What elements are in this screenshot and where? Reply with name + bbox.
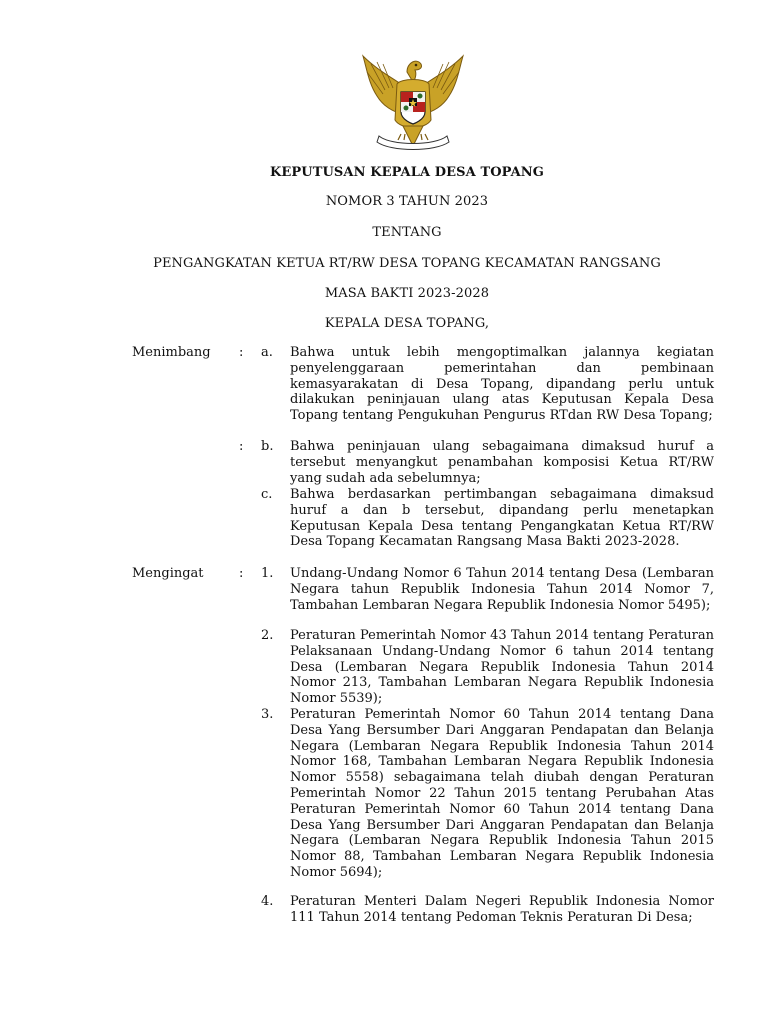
- menimbang-colon: :: [239, 345, 244, 360]
- list-marker: 1.: [261, 566, 274, 581]
- list-marker: 2.: [261, 628, 274, 643]
- list-marker: a.: [261, 345, 273, 360]
- item-colon: :: [239, 439, 244, 454]
- list-marker: b.: [261, 439, 274, 454]
- list-item-text: Peraturan Menteri Dalam Negeri Republik Indonesia Nomor 111 Tahun 2014 tentang Pedoman Teknis Peraturan Di Desa;: [290, 894, 714, 925]
- document-number: NOMOR 3 TAHUN 2023: [325, 194, 489, 209]
- list-item-text: Peraturan Pemerintah Nomor 43 Tahun 2014 tentang Peraturan Pelaksanaan Undang-Undang Nomor 6 tahun 2014 tentang Desa (Lembaran Negara Republik Indonesia Tahun 2014 Nomor 213, Tambahan Lembaran Negara Republik Indonesia Nomor 5539);: [290, 628, 714, 707]
- list-marker: c.: [261, 487, 273, 502]
- mengingat-colon: :: [239, 566, 244, 581]
- list-item-text: Bahwa untuk lebih mengoptimalkan jalannya kegiatan penyelenggaraan pemerintahan dan pembinaan kemasyarakatan di Desa Topang, dipandang perlu untuk dilakukan peninjauan ulang atas Keputusan Kepala Desa Topang tentang Pengukuhan Pengurus RTdan RW Desa Topang;: [290, 345, 714, 424]
- mengingat-label: Mengingat: [132, 566, 204, 581]
- list-item-text: Bahwa berdasarkan pertimbangan sebagaimana dimaksud huruf a dan b tersebut, dipandang perlu menetapkan Keputusan Kepala Desa tentang Pengangkatan Ketua RT/RW Desa Topang Kecamatan Rangsang Masa Bakti 2023-2028.: [290, 487, 714, 550]
- list-item-text: Bahwa peninjauan ulang sebagaimana dimaksud huruf a tersebut menyangkut penambahan komposisi Ketua RT/RW yang sudah ada sebelumnya;: [290, 439, 714, 486]
- about-heading: TENTANG: [372, 225, 442, 240]
- document-subject: PENGANGKATAN KETUA RT/RW DESA TOPANG KECAMATAN RANGSANG: [153, 256, 661, 271]
- menimbang-label: Menimbang: [132, 345, 211, 360]
- garuda-pancasila-emblem-icon: [357, 50, 469, 156]
- document-title: KEPUTUSAN KEPALA DESA TOPANG: [270, 165, 544, 180]
- list-item-text: Undang-Undang Nomor 6 Tahun 2014 tentang Desa (Lembaran Negara tahun Republik Indonesia Tahun 2014 Nomor 7, Tambahan Lembaran Negara Republik Indonesia Nomor 5495);: [290, 566, 714, 613]
- list-marker: 4.: [261, 894, 274, 909]
- list-item-text: Peraturan Pemerintah Nomor 60 Tahun 2014 tentang Dana Desa Yang Bersumber Dari Anggaran Pendapatan dan Belanja Negara (Lembaran Negara Republik Indonesia Tahun 2014 Nomor 168, Tambahan Lembaran Negara Republik Indonesia Nomor 5558) sebagaimana telah diubah dengan Peraturan Pemerintah Nomor 22 Tahun 2015 tentang Perubahan Atas Peraturan Pemerintah Nomor 60 Tahun 2014 tentang Dana Desa Yang Bersumber Dari Anggaran Pendapatan dan Belanja Negara (Lembaran Negara Republik Indonesia Tahun 2015 Nomor 88, Tambahan Lembaran Negara Republik Indonesia Nomor 5694);: [290, 707, 714, 880]
- document-period: MASA BAKTI 2023-2028: [324, 286, 490, 301]
- authority-heading: KEPALA DESA TOPANG,: [324, 316, 490, 331]
- list-marker: 3.: [261, 707, 274, 722]
